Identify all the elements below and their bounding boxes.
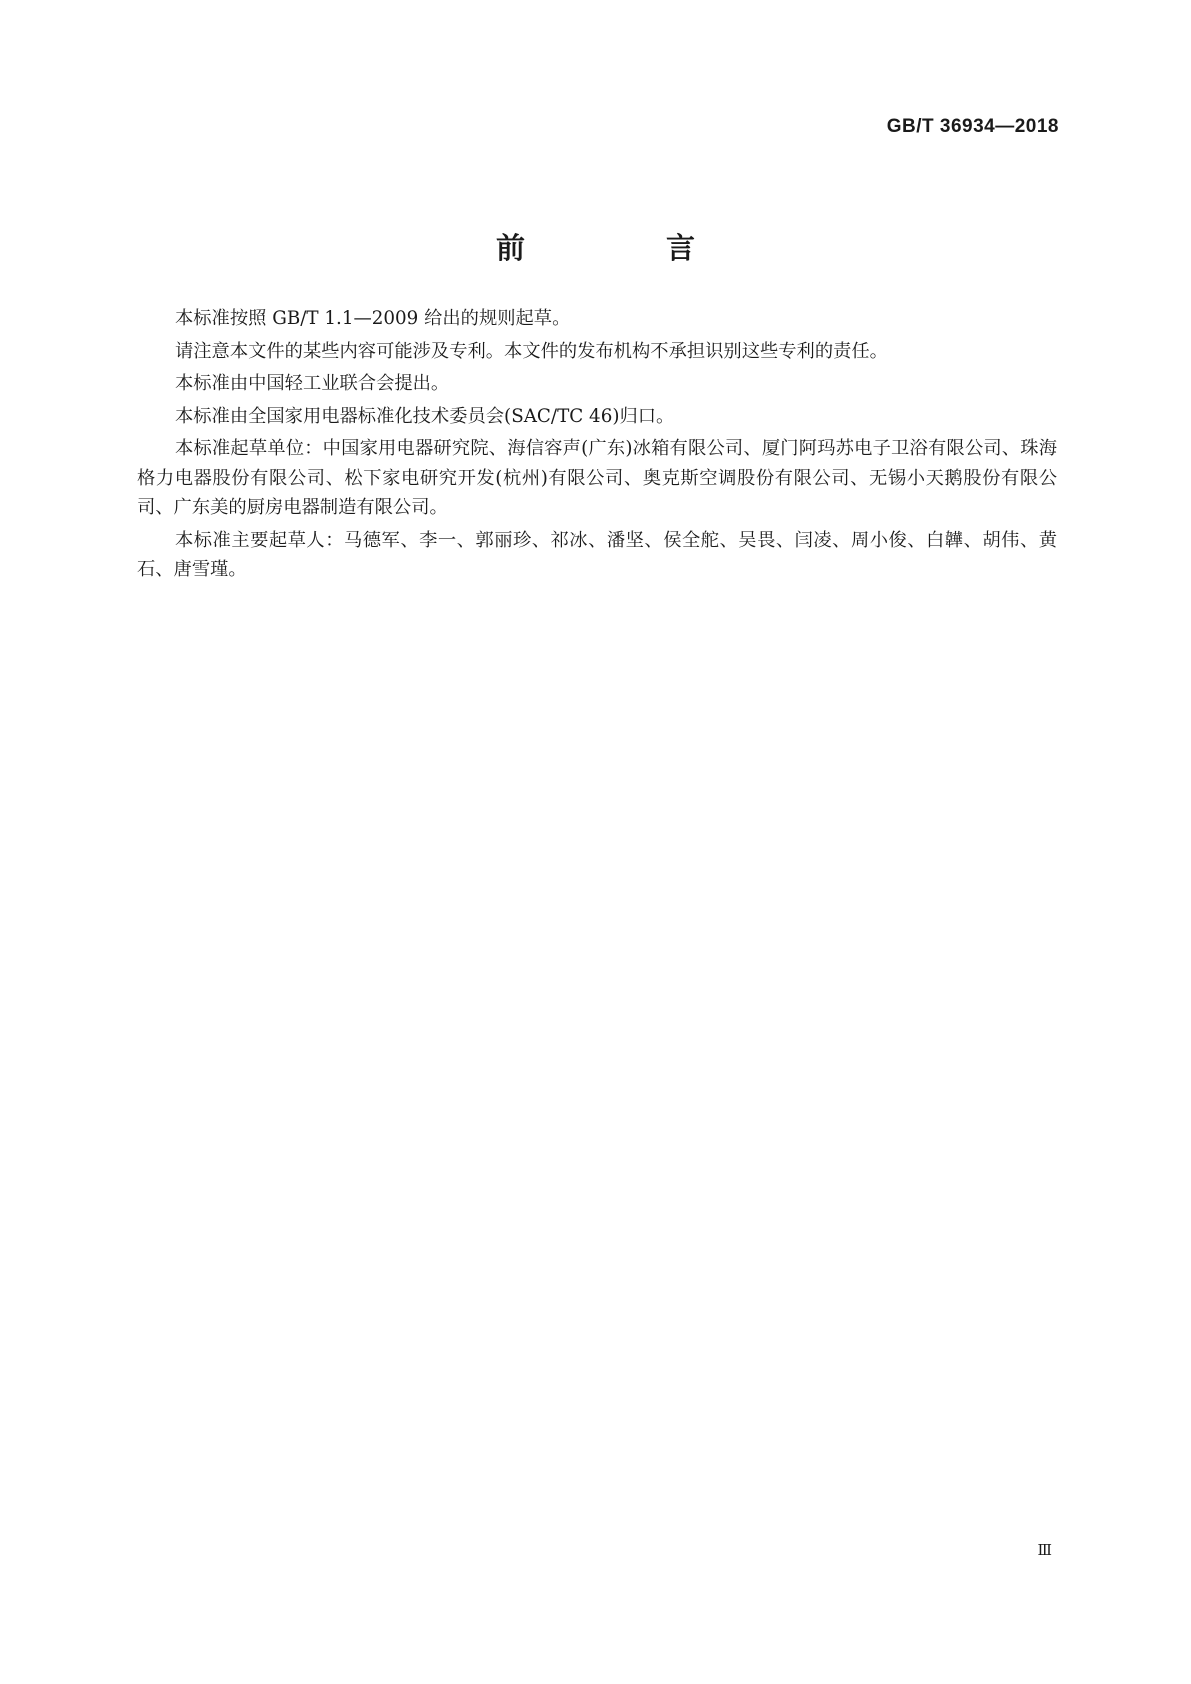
page-title: 前 言 bbox=[495, 231, 751, 265]
paragraph-patent-notice: 请注意本文件的某些内容可能涉及专利。本文件的发布机构不承担识别这些专利的责任。 bbox=[175, 340, 888, 362]
paragraph-drafting-units: 本标准起草单位：中国家用电器研究院、海信容声(广东)冰箱有限公司、厦门阿玛苏电子卫浴有限公司、珠海格力电器股份有限公司、松下家电研究开发(杭州)有限公司、奥克斯空调股份有限公司、无锡小天鹅股份有限公司、广东美的厨房电器制造有限公司。 bbox=[137, 438, 1057, 518]
foreword-body bbox=[137, 304, 1057, 588]
paragraph-drafters: 本标准主要起草人：马德军、李一、郭丽珍、祁冰、潘坚、侯全舵、吴畏、闫凌、周小俊、白韡、胡伟、黄石、唐雪瑾。 bbox=[137, 529, 1057, 580]
paragraph-proposer: 本标准由中国轻工业联合会提出。 bbox=[175, 373, 450, 394]
page-number: Ⅲ bbox=[1037, 1541, 1052, 1559]
paragraph-committee: 本标准由全国家用电器标准化技术委员会(SAC/TC 46)归口。 bbox=[175, 405, 675, 427]
paragraph-drafting-rules: 本标准按照 GB/T 1.1—2009 给出的规则起草。 bbox=[175, 308, 571, 329]
standard-code: GB/T 36934—2018 bbox=[886, 116, 1059, 137]
